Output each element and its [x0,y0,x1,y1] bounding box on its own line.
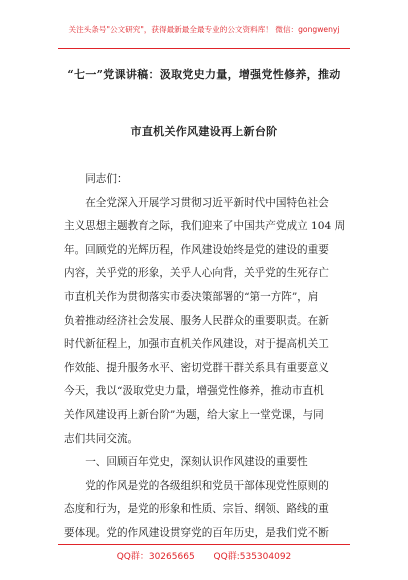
footer-divider [58,544,350,545]
footer-qq-group-1: QQ群：30265665 [116,552,195,562]
header-divider [58,48,350,49]
section-heading: 一、回顾百年党史，深刻认识作风建设的重要性 [85,456,308,469]
document-title-line-1: “七一”党课讲稿：汲取党史力量，增强党性修养，推动 [67,68,341,81]
paragraph: 党的作风是党的各级组织和党员干部体现党性原则的 态度和行为，是党的形象和性质、宗旨、纲领、路线的重 要体现。党的作风建设贯穿党的百年历史，是我们党不断 [64,479,329,539]
footer-qq-group-2: QQ群:535304092 [213,552,292,562]
header-banner-text: 关注头条号"公文研究"，获得最新最全最专业的公文资料库！ 微信：gongwenyj [68,25,340,34]
page-footer [0,544,408,564]
document-body [64,168,348,546]
salutation: 同志们： [85,173,128,185]
paragraph: 在全党深入开展学习贯彻习近平新时代中国特色社会 主义思想主题教育之际，我们迎来了中国共产党成立 104 周 年。回顾党的光辉历程，作风建设始终是党的建设的重要 内容，关乎党的形象，关乎人心向背，关乎党的生死存亡 市直机关作为贯彻落实市委决策部署的“第一方阵”，肩 负着推动经济社会发展、服务人民群众的重要职责。在新 时代新征程上，加强市直机关作风建设，对于提高机关工 作效能、提升服务水平、密切党群干群关系具有重要意义 今天，我以“汲取党史力量，增强党性修养，推动市直机 关作风建设再上新台阶”为题，给大家上一堂党课，与同 志们共同交流。 [64,196,346,445]
page-header [0,0,408,50]
document-title-line-2: 市直机关作风建设再上新台阶 [130,125,278,138]
footer-contact [0,549,408,562]
